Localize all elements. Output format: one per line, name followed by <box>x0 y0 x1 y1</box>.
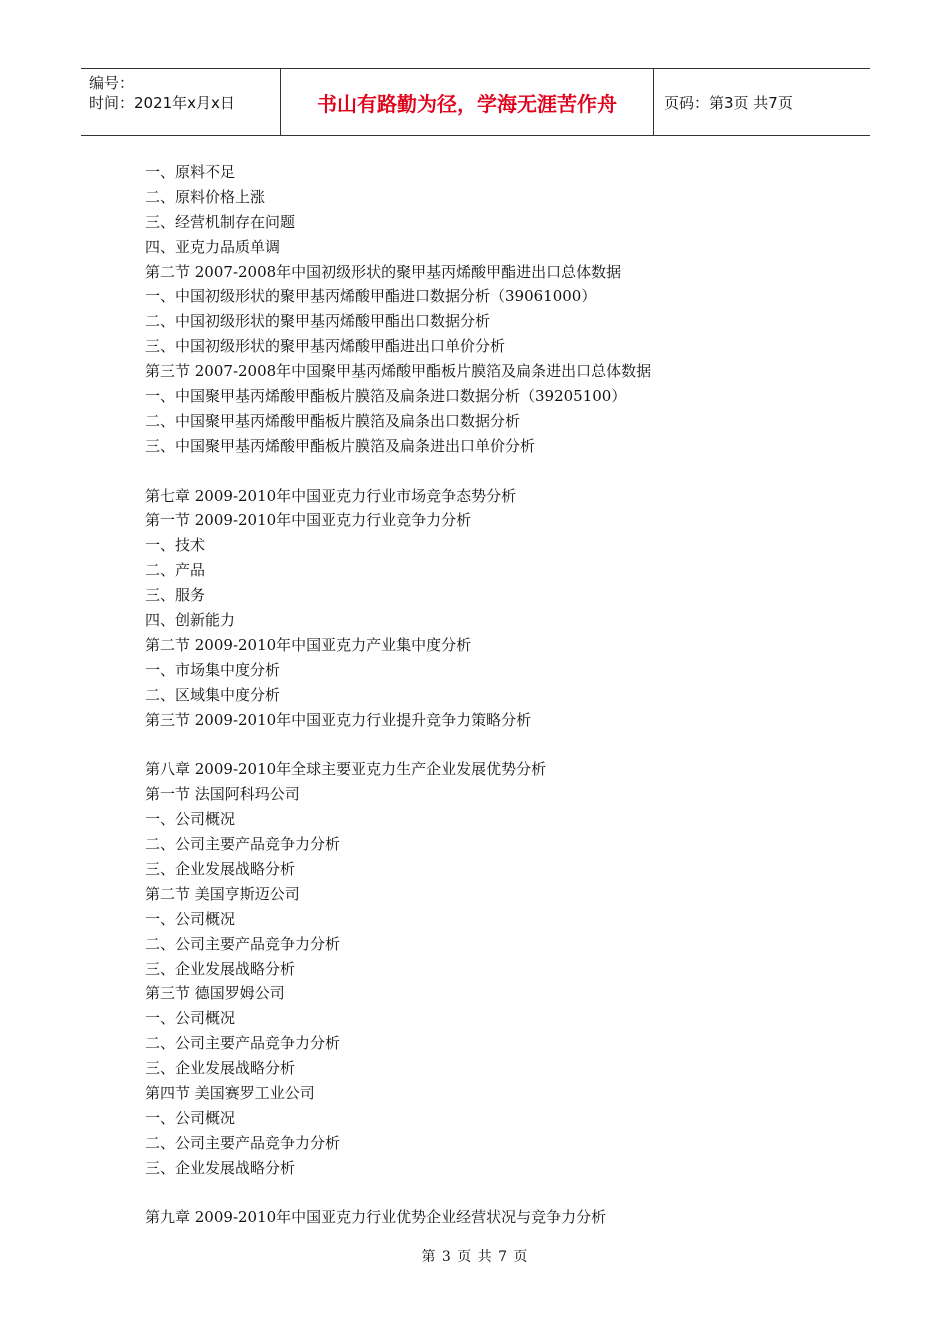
toc-line: 一、公司概况 <box>145 810 236 829</box>
toc-line: 第九章 2009-2010年中国亚克力行业优势企业经营状况与竞争力分析 <box>145 1208 607 1227</box>
toc-line: 第三节 德国罗姆公司 <box>145 984 285 1003</box>
header-page-info: 页码：第3页 共7页 <box>664 93 793 112</box>
header-motto: 书山有路勤为径，学海无涯苦作舟 <box>281 69 654 135</box>
toc-line: 第二节 2009-2010年中国亚克力产业集中度分析 <box>145 635 472 654</box>
date-label: 时间：2021年x月x日 <box>89 94 235 112</box>
toc-line: 二、公司主要产品竞争力分析 <box>145 1034 341 1053</box>
toc-line: 三、中国聚甲基丙烯酸甲酯板片膜箔及扁条进出口单价分析 <box>145 436 536 455</box>
header-meta <box>81 69 281 135</box>
toc-line: 一、中国初级形状的聚甲基丙烯酸甲酯进口数据分析（39061000） <box>145 287 597 306</box>
toc-line: 第三节 2009-2010年中国亚克力行业提升竞争力策略分析 <box>145 710 532 729</box>
document-body <box>145 160 845 1230</box>
toc-line: 一、公司概况 <box>145 909 236 928</box>
toc-line: 二、公司主要产品竞争力分析 <box>145 835 341 854</box>
toc-line: 一、公司概况 <box>145 1108 236 1127</box>
serial-number-label: 编号： <box>89 74 135 92</box>
blank-line <box>145 1181 845 1206</box>
toc-line: 一、中国聚甲基丙烯酸甲酯板片膜箔及扁条进口数据分析（39205100） <box>145 387 627 406</box>
toc-line: 二、公司主要产品竞争力分析 <box>145 1133 341 1152</box>
toc-line: 三、服务 <box>145 586 206 605</box>
toc-line: 二、原料价格上涨 <box>145 187 266 206</box>
toc-line: 第三节 2007-2008年中国聚甲基丙烯酸甲酯板片膜箔及扁条进出口总体数据 <box>145 362 652 381</box>
toc-line: 二、中国聚甲基丙烯酸甲酯板片膜箔及扁条出口数据分析 <box>145 411 521 430</box>
page-footer <box>0 1246 950 1266</box>
toc-line: 四、创新能力 <box>145 611 236 630</box>
toc-line: 三、企业发展战略分析 <box>145 1059 296 1078</box>
toc-line: 一、市场集中度分析 <box>145 660 281 679</box>
toc-line: 一、原料不足 <box>145 163 236 181</box>
toc-line: 三、企业发展战略分析 <box>145 1158 296 1177</box>
footer-page-number: 第 3 页 共 7 页 <box>421 1249 529 1265</box>
toc-line: 第二节 美国亨斯迈公司 <box>145 884 300 903</box>
blank-line <box>145 732 845 757</box>
toc-line: 第四节 美国赛罗工业公司 <box>145 1083 315 1102</box>
toc-line: 第八章 2009-2010年全球主要亚克力生产企业发展优势分析 <box>145 760 547 779</box>
toc-line: 二、产品 <box>145 561 206 580</box>
toc-line: 三、中国初级形状的聚甲基丙烯酸甲酯进出口单价分析 <box>145 337 506 356</box>
toc-line: 一、技术 <box>145 536 206 555</box>
toc-line: 三、企业发展战略分析 <box>145 959 296 978</box>
toc-line: 第一节 2009-2010年中国亚克力行业竞争力分析 <box>145 511 472 530</box>
toc-line: 第一节 法国阿科玛公司 <box>145 785 300 804</box>
page-header <box>81 68 870 136</box>
toc-line: 三、经营机制存在问题 <box>145 212 296 231</box>
blank-line <box>145 459 845 484</box>
toc-line: 第七章 2009-2010年中国亚克力行业市场竞争态势分析 <box>145 486 517 505</box>
toc-line: 三、企业发展战略分析 <box>145 859 296 878</box>
toc-line: 四、亚克力品质单调 <box>145 237 281 256</box>
toc-line: 二、中国初级形状的聚甲基丙烯酸甲酯出口数据分析 <box>145 312 491 331</box>
toc-line: 第二节 2007-2008年中国初级形状的聚甲基丙烯酸甲酯进出口总体数据 <box>145 262 622 281</box>
toc-line: 二、区域集中度分析 <box>145 685 281 704</box>
toc-line: 一、公司概况 <box>145 1009 236 1028</box>
toc-line: 二、公司主要产品竞争力分析 <box>145 934 341 953</box>
